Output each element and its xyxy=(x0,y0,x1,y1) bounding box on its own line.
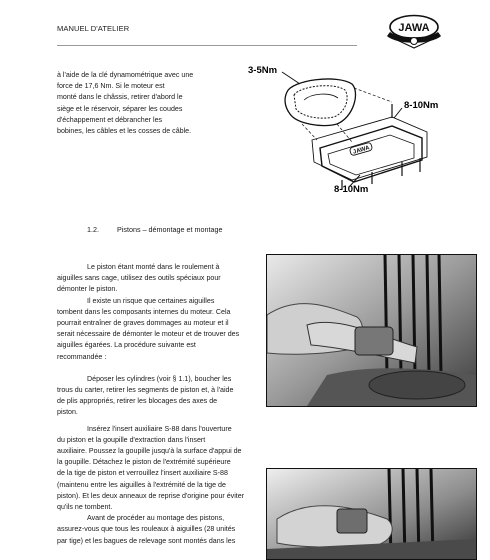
document-header-title: MANUEL D'ATELIER xyxy=(57,24,130,33)
body-text-block xyxy=(57,262,261,547)
header-rule xyxy=(57,45,357,46)
logo-text: JAWA xyxy=(398,22,430,34)
spacer xyxy=(57,363,261,374)
text-line: siège et le réservoir, séparer les coudes xyxy=(57,104,183,113)
paragraph: Le piston étant monté dans le roulement à aiguilles sans cage, utilisez des outils spéciaux pour démonter le piston. xyxy=(57,263,221,294)
text-line: monté dans le châssis, retirer d'abord le xyxy=(57,93,183,102)
torque-label: 3-5Nm xyxy=(248,65,278,76)
section-title: Pistons – démontage et montage xyxy=(117,225,223,234)
paragraph: Insérez l'insert auxiliaire S-88 dans l'ouverture du piston et la goupille d'extraction dans l'insert auxiliaire. Poussez la goupille jusqu'à la surface d'appui de la goupille. Détachez le piston de l'extrémité supérieure de la tige de piston et verrouillez l'insert auxiliaire S-88 (maintenu entre les aiguilles à l'extrémité de la tige de piston). Et les deux anneaux de reprise d'origine pour éviter qu'ils ne tombent. xyxy=(57,424,245,512)
text-line: à l'aide de la clé dynamométrique avec une xyxy=(57,71,194,79)
torque-label: 8-10Nm xyxy=(334,184,369,195)
text-line: bobines, les câbles et les cosses de câble. xyxy=(57,127,192,136)
section-number: 1.2. xyxy=(87,225,99,234)
piston-insert-photo xyxy=(266,468,477,560)
piston-removal-photo xyxy=(266,254,477,407)
intro-text-block xyxy=(57,70,217,137)
paragraph: Déposer les cylindres (voir § 1.1), boucher les trous du carter, retirer les segments de piston et, à l'aide de plis appropriés, retirer les blocages des axes de piston. xyxy=(57,374,234,417)
torque-label: 8-10Nm xyxy=(404,100,439,111)
paragraph: Avant de procéder au montage des pistons, assurez-vous que tous les rouleaux à aiguilles (28 unités par tige) et les bagues de relevage sont montés dans les xyxy=(57,514,236,545)
jawa-logo xyxy=(383,12,445,50)
engine-cover-diagram xyxy=(242,62,452,197)
text-line: force de 17,6 Nm. Si le moteur est xyxy=(57,82,165,91)
cover-emblem-text: JAWA xyxy=(352,145,371,156)
text-line: d'échappement et débrancher les xyxy=(57,115,163,124)
section-heading xyxy=(87,225,223,234)
paragraph: Il existe un risque que certaines aiguilles tombent dans les composants internes du moteur. Cela pourrait entraîner de graves dommages au moteur et il serait nécessaire de démonter le moteur et de trouver des aiguilles égarées. La procédure suivante est recommandée : xyxy=(57,296,240,361)
